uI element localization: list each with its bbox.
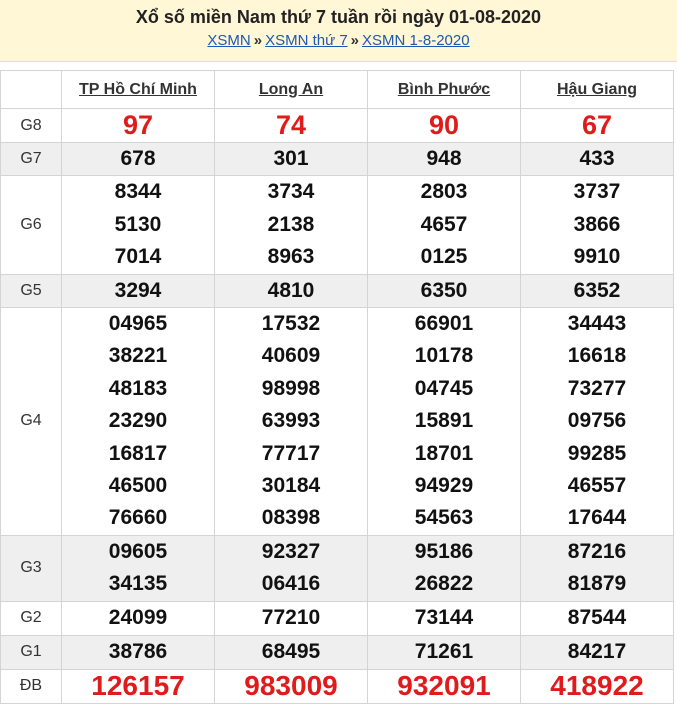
prize-number: 15891 bbox=[414, 409, 474, 433]
prize-number: 17532 bbox=[261, 312, 321, 336]
prize-number: 99285 bbox=[567, 441, 627, 465]
prize-number: 54563 bbox=[414, 506, 474, 530]
prize-number: 40609 bbox=[261, 344, 321, 368]
prize-label: G2 bbox=[1, 601, 62, 635]
prize-cell bbox=[368, 601, 521, 635]
prize-cell bbox=[62, 143, 215, 176]
prize-cell bbox=[62, 601, 215, 635]
prize-number: 678 bbox=[120, 147, 156, 170]
prize-number: 38221 bbox=[108, 344, 168, 368]
prize-number: 66901 bbox=[414, 312, 474, 336]
prize-row-g1 bbox=[1, 635, 674, 669]
prize-row-g6 bbox=[1, 176, 674, 274]
prize-number: 67 bbox=[581, 110, 613, 141]
prize-number: 95186 bbox=[414, 539, 474, 563]
prize-row-g3 bbox=[1, 535, 674, 601]
prize-number: 23290 bbox=[108, 409, 168, 433]
breadcrumb-xsmn[interactable]: XSMN bbox=[207, 32, 251, 49]
prize-number: 73144 bbox=[414, 605, 474, 629]
prize-cell bbox=[521, 601, 674, 635]
prize-number: 76660 bbox=[108, 506, 168, 530]
prize-cell bbox=[62, 109, 215, 143]
prize-cell bbox=[368, 274, 521, 307]
prize-number: 9910 bbox=[573, 245, 621, 269]
prize-number: 04965 bbox=[108, 312, 168, 336]
prize-label: G8 bbox=[1, 109, 62, 143]
prize-number: 04745 bbox=[414, 376, 474, 400]
breadcrumb-xsmn-date[interactable]: XSMN 1-8-2020 bbox=[362, 32, 470, 49]
prize-cell bbox=[215, 176, 368, 274]
prize-number: 34135 bbox=[108, 572, 168, 596]
prize-number: 71261 bbox=[414, 639, 474, 663]
prize-label: G7 bbox=[1, 143, 62, 176]
prize-number: 16817 bbox=[108, 441, 168, 465]
prize-number: 18701 bbox=[414, 441, 474, 465]
page-header bbox=[0, 0, 677, 62]
prize-label: ĐB bbox=[1, 669, 62, 703]
prize-number: 38786 bbox=[108, 639, 168, 663]
province-link-binh-phuoc[interactable]: Bình Phước bbox=[397, 80, 491, 98]
prize-cell bbox=[215, 109, 368, 143]
breadcrumb-xsmn-thu-7[interactable]: XSMN thứ 7 bbox=[265, 32, 348, 49]
prize-cell bbox=[215, 669, 368, 703]
prize-number: 6350 bbox=[420, 278, 468, 302]
prize-number: 16618 bbox=[567, 344, 627, 368]
prize-row-g2 bbox=[1, 601, 674, 635]
prize-number: 87544 bbox=[567, 605, 627, 629]
prize-cell bbox=[215, 601, 368, 635]
prize-number: 46557 bbox=[567, 474, 627, 498]
prize-label: G3 bbox=[1, 535, 62, 601]
prize-cell bbox=[215, 535, 368, 601]
prize-number: 09756 bbox=[567, 409, 627, 433]
prize-number: 4657 bbox=[420, 212, 468, 236]
prize-cell bbox=[62, 308, 215, 536]
prize-number: 92327 bbox=[261, 539, 321, 563]
prize-number: 08398 bbox=[261, 506, 321, 530]
prize-cell bbox=[368, 143, 521, 176]
province-link-long-an[interactable]: Long An bbox=[258, 80, 324, 98]
prize-number: 81879 bbox=[567, 572, 627, 596]
prize-number: 4810 bbox=[267, 278, 315, 302]
prize-row-g7 bbox=[1, 143, 674, 176]
prize-cell bbox=[521, 109, 674, 143]
prize-number: 68495 bbox=[261, 639, 321, 663]
prize-label: G4 bbox=[1, 308, 62, 536]
prize-cell bbox=[62, 669, 215, 703]
province-header bbox=[521, 71, 674, 109]
prize-number: 73277 bbox=[567, 376, 627, 400]
prize-number: 0125 bbox=[420, 245, 468, 269]
prize-label: G6 bbox=[1, 176, 62, 274]
prize-cell bbox=[521, 669, 674, 703]
prize-number: 87216 bbox=[567, 539, 627, 563]
province-header bbox=[62, 71, 215, 109]
prize-number: 983009 bbox=[244, 669, 338, 701]
prize-number: 84217 bbox=[567, 639, 627, 663]
page-title: Xổ số miền Nam thứ 7 tuần rồi ngày 01-08-2020 bbox=[135, 7, 542, 27]
prize-cell bbox=[62, 274, 215, 307]
prize-number: 98998 bbox=[261, 376, 321, 400]
prize-number: 3734 bbox=[267, 180, 315, 204]
prize-number: 2803 bbox=[420, 180, 468, 204]
prize-number: 433 bbox=[579, 147, 615, 170]
province-link-tp-ho-chi-minh[interactable]: TP Hồ Chí Minh bbox=[79, 80, 197, 98]
prize-number: 97 bbox=[122, 110, 154, 141]
prize-cell bbox=[62, 635, 215, 669]
prize-cell bbox=[521, 535, 674, 601]
prize-cell bbox=[521, 274, 674, 307]
prize-number: 26822 bbox=[414, 572, 474, 596]
prize-cell bbox=[368, 669, 521, 703]
prize-cell bbox=[521, 635, 674, 669]
prize-number: 77717 bbox=[261, 441, 321, 465]
prize-number: 5130 bbox=[114, 212, 162, 236]
prize-cell bbox=[521, 308, 674, 536]
prize-number: 301 bbox=[273, 147, 309, 170]
prize-cell bbox=[368, 109, 521, 143]
prize-number: 3866 bbox=[573, 212, 621, 236]
prize-cell bbox=[368, 535, 521, 601]
breadcrumb-separator: » bbox=[350, 32, 360, 49]
prize-number: 7014 bbox=[114, 245, 162, 269]
province-header bbox=[215, 71, 368, 109]
prize-number: 6352 bbox=[573, 278, 621, 302]
prize-cell bbox=[368, 635, 521, 669]
results-table bbox=[0, 70, 674, 704]
province-header bbox=[368, 71, 521, 109]
prize-number: 8963 bbox=[267, 245, 315, 269]
prize-number: 10178 bbox=[414, 344, 474, 368]
prize-number: 3737 bbox=[573, 180, 621, 204]
prize-cell bbox=[368, 176, 521, 274]
prize-row-db bbox=[1, 669, 674, 703]
prize-cell bbox=[521, 143, 674, 176]
prize-cell bbox=[215, 274, 368, 307]
prize-number: 46500 bbox=[108, 474, 168, 498]
prize-cell bbox=[62, 176, 215, 274]
prize-label: G5 bbox=[1, 274, 62, 307]
prize-number: 77210 bbox=[261, 605, 321, 629]
prize-number: 09605 bbox=[108, 539, 168, 563]
prize-number: 2138 bbox=[267, 212, 315, 236]
prize-row-g8 bbox=[1, 109, 674, 143]
prize-row-g4 bbox=[1, 308, 674, 536]
prize-cell bbox=[215, 635, 368, 669]
prize-number: 3294 bbox=[114, 278, 162, 302]
prize-cell bbox=[368, 308, 521, 536]
prize-number: 17644 bbox=[567, 506, 627, 530]
prize-number: 418922 bbox=[550, 669, 644, 701]
breadcrumb bbox=[0, 31, 677, 51]
prize-number: 8344 bbox=[114, 180, 162, 204]
table-header-row bbox=[1, 71, 674, 109]
prize-number: 126157 bbox=[91, 669, 185, 701]
prize-number: 63993 bbox=[261, 409, 321, 433]
prize-number: 932091 bbox=[397, 669, 491, 701]
breadcrumb-separator: » bbox=[253, 32, 263, 49]
prize-number: 948 bbox=[426, 147, 462, 170]
prize-number: 94929 bbox=[414, 474, 474, 498]
prize-label: G1 bbox=[1, 635, 62, 669]
prize-number: 30184 bbox=[261, 474, 321, 498]
prize-cell bbox=[215, 143, 368, 176]
prize-row-g5 bbox=[1, 274, 674, 307]
prize-number: 06416 bbox=[261, 572, 321, 596]
header-blank-cell bbox=[1, 71, 62, 109]
province-link-hau-giang[interactable]: Hậu Giang bbox=[556, 80, 637, 98]
prize-cell bbox=[521, 176, 674, 274]
prize-number: 90 bbox=[428, 110, 460, 141]
prize-cell bbox=[62, 535, 215, 601]
prize-cell bbox=[215, 308, 368, 536]
prize-number: 24099 bbox=[108, 605, 168, 629]
prize-number: 48183 bbox=[108, 376, 168, 400]
prize-number: 34443 bbox=[567, 312, 627, 336]
prize-number: 74 bbox=[275, 110, 307, 141]
